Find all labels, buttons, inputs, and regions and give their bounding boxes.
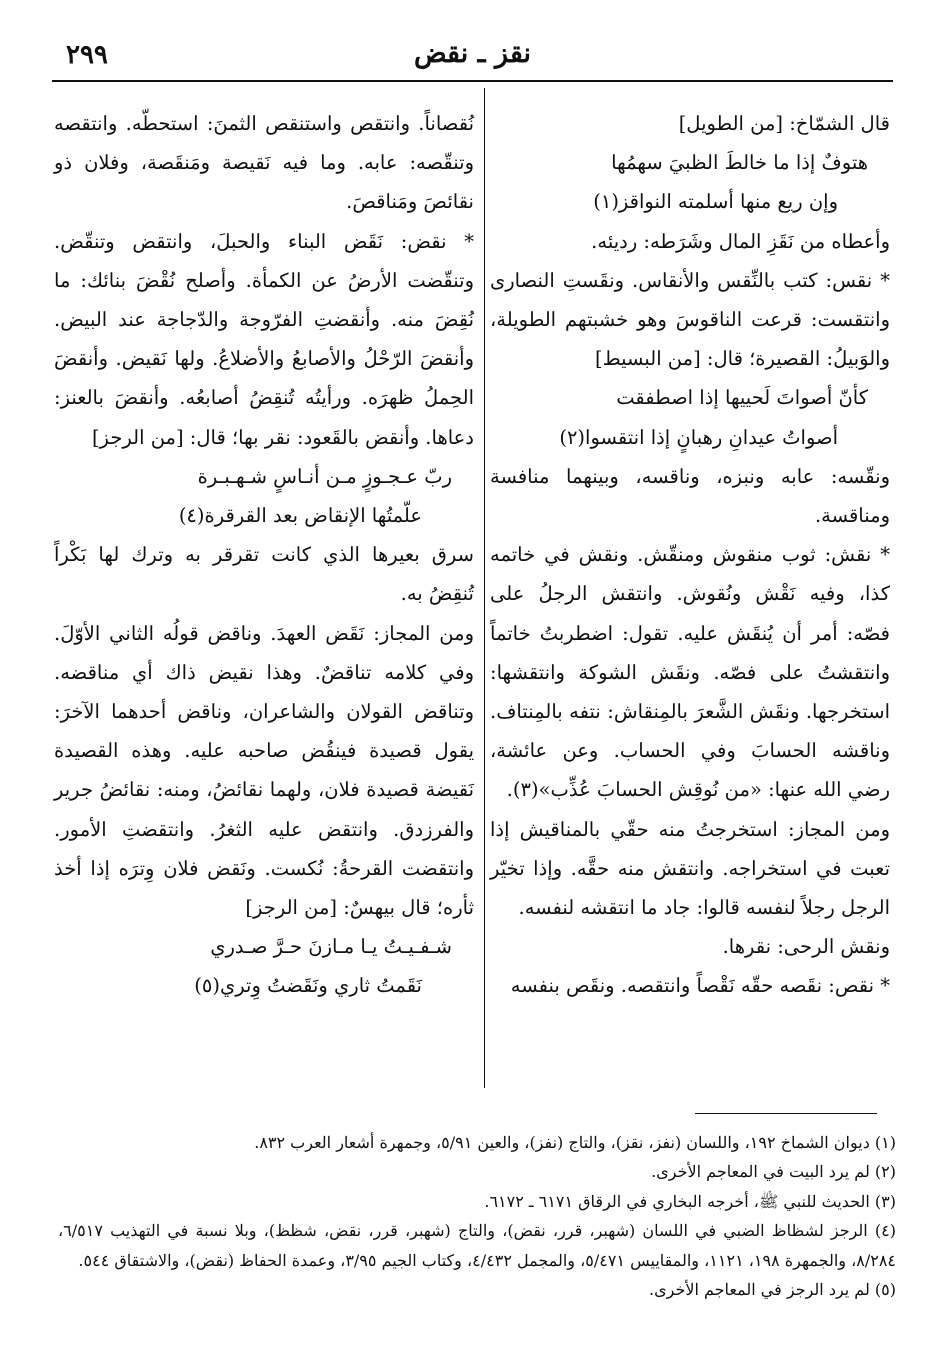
verse-line: هتوفٌ إذا ما خالطَ الظبيَ سهمُها <box>611 151 868 175</box>
entry-text: سرق بعيرها الذي كانت تقرقر به وترك لها بَكْراً تُنقِضُ به. <box>54 543 474 606</box>
verse-attribution: قال الشمّاخ: [من الطويل] <box>678 112 890 135</box>
page-number: ٢٩٩ <box>66 40 108 70</box>
verse-line: ربّ عـجـوزٍ مـن أنـاسٍ شـهـبـرة <box>197 464 452 488</box>
running-title: نقز ـ نقض <box>413 38 532 69</box>
entry-naqs: * نقس: كتب بالنِّقس والأنقاس. ونقَستِ النصارى وانتقست: قرعت الناقوسَ وهو خشبتهم الطويلة، والوَبيلُ: القصيرة؛ قال: [من البسيط] <box>490 268 890 371</box>
verse-line: وإن ريع منها أسلمته النواقز(١) <box>593 190 838 214</box>
right-column <box>490 104 890 1006</box>
verse-line: كأنّ أصواتَ لَحييها إذا اصطفقت <box>616 386 868 410</box>
entry-text: ومن المجاز: استخرجتُ منه حقّي بالمناقيش إذا تعبت في استخراجه. وانتقش منه حقَّه. وإذا تخيّر الرجل رجلاً لنفسه قالوا: جاد ما انتقشه لنفسه. <box>490 817 890 920</box>
verse-line: علّمتُها الإنقاض بعد القرقرة(٤) <box>178 504 422 528</box>
entry-text: نُقصاناً. وانتقص واستنقص الثمنَ: استحطّه. وانتقصه وتنقّصه: عابه. وما فيه نَقيصة ومَنقَصة، وفلان ذو نقائصَ ومَناقصَ. <box>54 112 474 214</box>
entry-text: ومن المجاز: نَقَض العهدَ. وناقض قولُه الثاني الأوّلَ. وفي كلامه تناقضٌ. وهذا نقيض ذاك أي مناقضه. وتناقض القولان والشاعران، وناقض أحدهما الآخرَ: يقول قصيدة فينقُض صاحبه عليه. وهذه القصيدة نَقيضة قصيدة فلان، ولهما نقائضُ، ومنه: نقائضُ جرير والفرزدق. وانتقض عليه الثغرُ. وانتقضتِ الأمور. وانتقضت القرحةُ: نُكست. ونَقض فلان وِترَه إذا أخذ ثأره؛ قال بيهسٌ: [من الرجز] <box>54 621 474 920</box>
footnote: (٣) الحديث للنبي ﷺ، أخرجه البخاري في الرقاق ٦١٧١ ـ ٦١٧٢. <box>484 1191 896 1211</box>
footnote: (٥) لم يرد الرجز في المعاجم الأخرى. <box>649 1280 896 1300</box>
verse-line: نَقَمتُ ثاري ونَقَضتُ وِتري(٥) <box>194 974 422 998</box>
page-header <box>52 38 893 78</box>
footnote-rule <box>695 1113 877 1114</box>
footnote: (١) ديوان الشماخ ١٩٢، واللسان (نفز، نقز)، والتاج (نفز)، والعين ٥/٩١، وجمهرة أشعار العرب ٨٣٢. <box>254 1133 896 1152</box>
entry-text: وأعطاه من نَقَزِ المال وشَرَطه: رديئه. <box>591 229 890 253</box>
verse-line: شـفـيـتُ يـا مـازنَ حـرَّ صـدري <box>210 935 452 959</box>
entry-naqsh: * نقش: ثوب منقوش ومنقّش. ونقش في خاتمه كذا، وفيه نَقْش ونُقوش. وانتقش الرجلُ على فصّه: أمر أن يُنقَش عليه. تقول: اضطربتُ خاتماً وانتقشتُ على فصّه. ونقَش الشوكة وانتقشها: استخرجها. ونقَش الشَّعرَ بالمِنقاش: نتفه بالمِنتاف. وناقشه الحسابَ وفي الحساب. وعن عائشة، رضي الله عنها: «من نُوقِش الحسابَ عُذِّب»(٣). <box>490 543 890 802</box>
entry-text: ونقّسه: عابه ونبزه، وناقسه، وبينهما منافسة ومناقسة. <box>490 464 890 528</box>
footnotes <box>58 1128 896 1304</box>
entry-naqs-start: * نقص: نقَصه حقّه نَقْصاً وانتقصه. ونقَص بنفسه <box>510 974 890 998</box>
header-rule <box>52 80 893 82</box>
footnote: (٤) الرجز لشظاظ الضبي في اللسان (شهبر، قرر، نقض)، والتاج (شهبر، قرر، نقض، شظظ)، وبلا نسبة في التهذيب ٦/٥١٧، ٨/٢٨٤، والجمهرة ١٩٨، ١١٢١، والمقاييس ٥/٤٧١، والمجمل ٤/٤٣٢، وكتاب الجيم ٣/٩٥، وعمدة الحفاظ (نقض)، والاشتقاق ٥٤٤. <box>58 1221 896 1270</box>
footnote: (٢) لم يرد البيت في المعاجم الأخرى. <box>651 1162 896 1182</box>
left-column <box>54 104 474 1006</box>
entry-naqd: * نقض: نَقَض البناء والحبلَ، وانتقض وتنقّض. وتنقّضت الأرضُ عن الكمأة. وأصلح نُقْضَ بنائك: ما نُقِضَ منه. وأنقضتِ الفرّوجة والدّجاجة عند البيض. وأنقضَ الرّحْلُ والأصابعُ والأضلاعُ. ولها نَقيض. وأنقضَ الحِملُ ظهرَه. ورأيتُه تُنقِضُ أصابعُه. وأنقضَ بالعنز: دعاها. وأنقض بالقَعود: نقر بها؛ قال: [من الرجز] <box>54 229 474 449</box>
entry-text: ونقش الرحى: نقرها. <box>722 935 890 959</box>
column-divider <box>484 88 485 1088</box>
verse-line: أصواتُ عيدانِ رهبانٍ إذا انتقسوا(٢) <box>559 425 838 449</box>
